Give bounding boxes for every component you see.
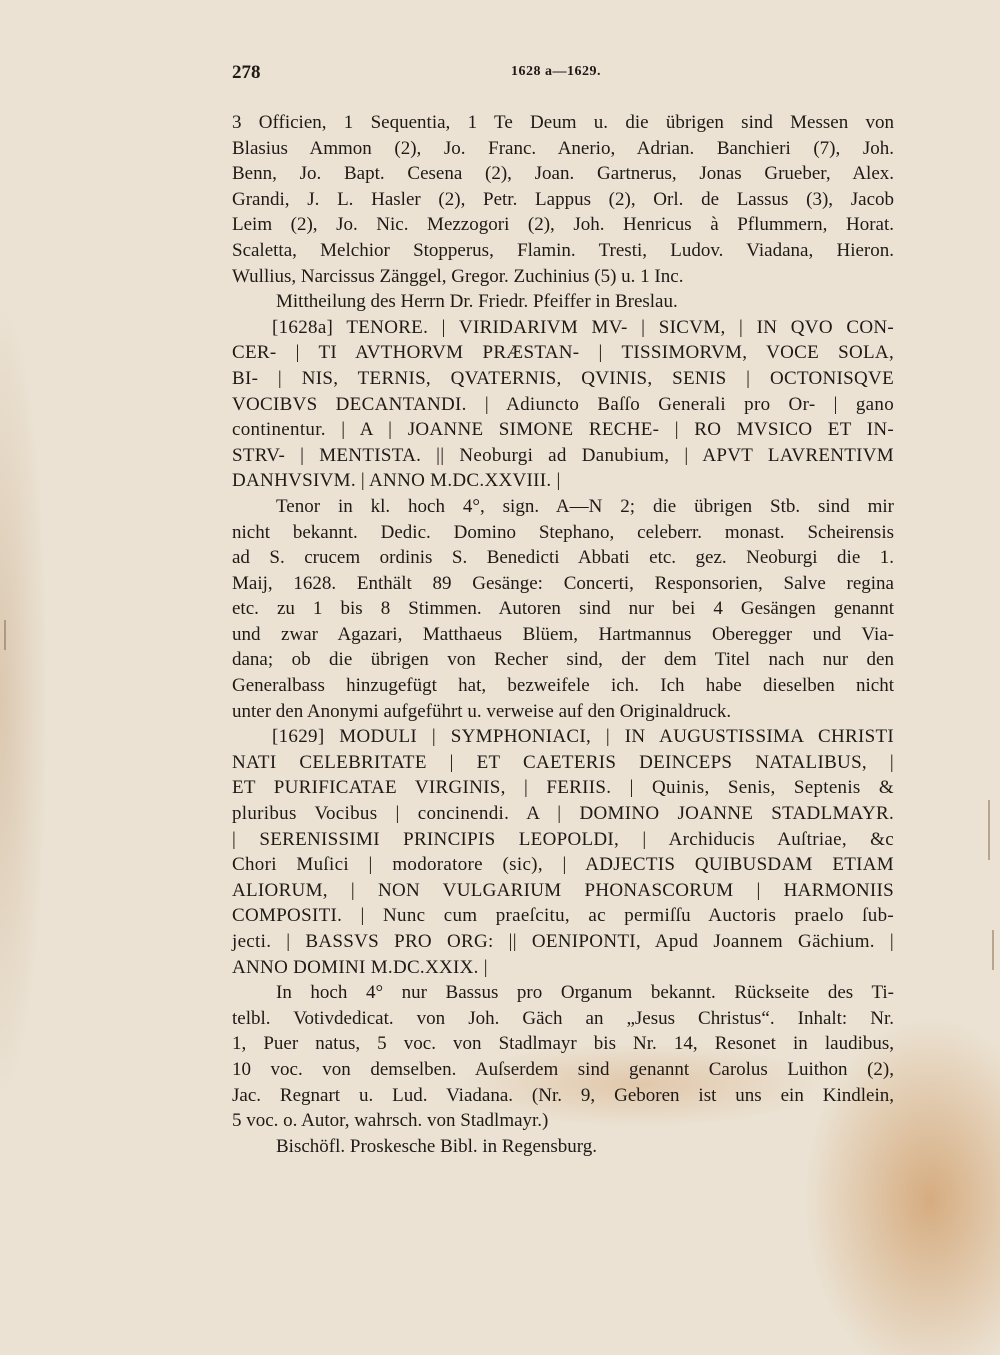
- page-number: 278: [232, 62, 261, 83]
- left-margin-mark: [4, 620, 6, 650]
- text-line: 5 voc. o. Autor, wahrsch. von Stadlmayr.): [232, 1110, 549, 1132]
- text-line: STRV- | MENTISTA. || Neoburgi ad Danubium, | APVT LAVRENTIVM: [232, 444, 894, 466]
- text-line: pluribus Vocibus | concinendi. A | DOMINO JOANNE STADLMAYR.: [232, 803, 894, 825]
- entry-heading-1629: [1629] MODULI | SYMPHONIACI, | IN AUGUSTISSIMA CHRISTI: [272, 726, 894, 748]
- text-line: Jac. Regnart u. Lud. Viadana. (Nr. 9, Geboren ist uns ein Kindlein,: [232, 1084, 894, 1106]
- text-line: continentur. | A | JOANNE SIMONE RECHE- | RO MVSICO ET IN-: [232, 419, 894, 441]
- text-line: jecti. | BASSVS PRO ORG: || OENIPONTI, Apud Joannem Gächium. |: [232, 931, 894, 952]
- text-line: DANHVSIVM. | ANNO M.DC.XXVIII. |: [232, 470, 561, 492]
- right-margin-mark: [992, 930, 994, 970]
- text-line: ad S. crucem ordinis S. Benedicti Abbati etc. gez. Neoburgi die 1.: [232, 547, 894, 569]
- text-line: Chori Muſici | modoratore (sic), | ADJECTIS QUIBUSDAM ETIAM: [232, 854, 894, 876]
- text-line: Wullius, Narcissus Zänggel, Gregor. Zuchinius (5) u. 1 Inc.: [232, 265, 684, 287]
- text-line: Grandi, J. L. Hasler (2), Petr. Lappus (2), Orl. de Lassus (3), Jacob: [232, 188, 894, 210]
- page-header: [232, 62, 894, 86]
- text-line: Blasius Ammon (2), Jo. Franc. Anerio, Adrian. Banchieri (7), Joh.: [232, 137, 894, 159]
- page-body: [232, 110, 894, 1159]
- text-line: etc. zu 1 bis 8 Stimmen. Autoren sind nur bei 4 Gesängen genannt: [232, 598, 894, 620]
- text-line: 1, Puer natus, 5 voc. von Stadlmayr bis Nr. 14, Resonet in laudibus,: [232, 1033, 894, 1055]
- source-note: Bischöfl. Proskesche Bibl. in Regensburg.: [276, 1135, 598, 1157]
- text-line: CER- | TI AVTHORVM PRÆSTAN- | TISSIMORVM, VOCE SOLA,: [232, 342, 894, 364]
- text-line: Leim (2), Jo. Nic. Mezzogori (2), Joh. Henricus à Pflummern, Horat.: [232, 214, 894, 236]
- text-line: | SERENISSIMI PRINCIPIS LEOPOLDI, | Archiducis Auſtriae, &c: [232, 828, 894, 850]
- text-line: telbl. Votivdedicat. von Joh. Gäch an „Jesus Christus“. Inhalt: Nr.: [232, 1007, 894, 1029]
- text-line: ANNO DOMINI M.DC.XXIX. |: [232, 956, 488, 978]
- text-line: VOCIBVS DECANTANDI. | Adiuncto Baſſo Generali pro Or- | gano: [232, 393, 894, 415]
- right-margin-mark: [988, 800, 990, 860]
- text-line: Benn, Jo. Bapt. Cesena (2), Joan. Gartnerus, Jonas Grueber, Alex.: [232, 163, 894, 185]
- text-line: 10 voc. von demselben. Auſserdem sind genannt Carolus Luithon (2),: [232, 1058, 894, 1080]
- text-line: dana; ob die übrigen von Recher sind, der dem Titel nach nur den: [232, 649, 894, 671]
- running-title: 1628 a—1629.: [511, 64, 601, 79]
- source-note: Mittheilung des Herrn Dr. Friedr. Pfeiffer in Breslau.: [276, 291, 678, 313]
- text-line: NATI CELEBRITATE | ET CAETERIS DEINCEPS NATALIBUS, |: [232, 751, 894, 773]
- text-line: COMPOSITI. | Nunc cum praeſcitu, ac permiſſu Auctoris praelo ſub-: [232, 905, 894, 927]
- text-line: Maij, 1628. Enthält 89 Gesänge: Concerti, Responsorien, Salve regina: [232, 572, 894, 594]
- text-line: ET PURIFICATAE VIRGINIS, | FERIIS. | Quinis, Senis, Septenis &: [232, 777, 894, 799]
- text-line: Generalbass hinzugefügt hat, bezweifele ich. Ich habe dieselben nicht: [232, 675, 894, 697]
- text-line: ALIORUM, | NON VULGARIUM PHONASCORUM | HARMONIIS: [232, 879, 894, 901]
- text-line: BI- | NIS, TERNIS, QVATERNIS, QVINIS, SENIS | OCTONISQVE: [232, 367, 894, 389]
- text-line: Scaletta, Melchior Stopperus, Flamin. Tresti, Ludov. Viadana, Hieron.: [232, 239, 894, 261]
- text-line: In hoch 4° nur Bassus pro Organum bekannt. Rückseite des Ti-: [276, 982, 894, 1004]
- text-line: nicht bekannt. Dedic. Domino Stephano, celeberr. monast. Scheirensis: [232, 521, 894, 543]
- text-line: Tenor in kl. hoch 4°, sign. A—N 2; die übrigen Stb. sind mir: [276, 495, 894, 517]
- entry-heading-1628a: [1628a] TENORE. | VIRIDARIVM MV- | SICVM, | IN QVO CON-: [272, 316, 894, 338]
- text-line: 3 Officien, 1 Sequentia, 1 Te Deum u. die übrigen sind Messen von: [232, 112, 894, 133]
- text-line: und zwar Agazari, Matthaeus Blüem, Hartmannus Oberegger und Via-: [232, 623, 894, 645]
- text-line: unter den Anonymi aufgeführt u. verweise auf den Originaldruck.: [232, 700, 732, 722]
